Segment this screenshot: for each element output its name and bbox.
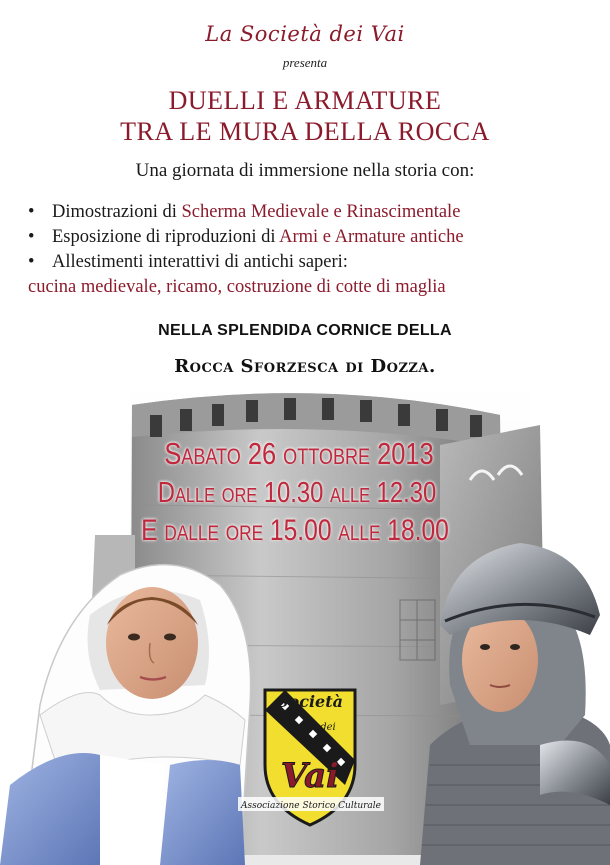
list-item-highlight: cucina medievale, ricamo, costruzione di cotte di maglia	[28, 277, 446, 297]
list-item-highlight: Armi e Armature antiche	[279, 227, 464, 247]
list-item-text: Dimostrazioni di	[52, 202, 182, 222]
event-date: Sabato 26 ottobre 2013	[164, 436, 434, 471]
title-line-1: DUELLI E ARMATURE	[168, 86, 442, 115]
venue-name: Rocca Sforzesca di Dozza.	[174, 356, 436, 377]
organizer-name: La Società dei Vai	[205, 22, 405, 46]
logo-word-1: Società	[277, 692, 343, 711]
venue-intro: NELLA SPLENDIDA CORNICE DELLA	[158, 322, 452, 339]
list-item	[28, 250, 598, 300]
activities-list	[28, 200, 598, 300]
woman-portrait	[0, 565, 251, 865]
list-item-highlight: Scherma Medievale e Rinascimentale	[181, 202, 461, 222]
intro-text: Una giornata di immersione nella storia con:	[135, 160, 475, 181]
list-item	[28, 200, 598, 225]
logo-word-2: dei	[320, 722, 336, 733]
logo-word-3: Vai	[280, 756, 340, 796]
list-item	[28, 225, 598, 250]
list-item-text: Allestimenti interattivi di antichi saperi:	[52, 252, 348, 272]
logo-motto: Associazione Storico Culturale	[240, 801, 382, 811]
event-time-afternoon: E dalle ore 15.00 alle 18.00	[141, 514, 449, 547]
event-time-morning: Dalle ore 10.30 alle 12.30	[157, 477, 437, 509]
title-line-2: TRA LE MURA DELLA ROCCA	[120, 117, 490, 146]
presents-label: presenta	[282, 55, 328, 70]
list-item-text: Esposizione di riproduzioni di	[52, 227, 280, 247]
